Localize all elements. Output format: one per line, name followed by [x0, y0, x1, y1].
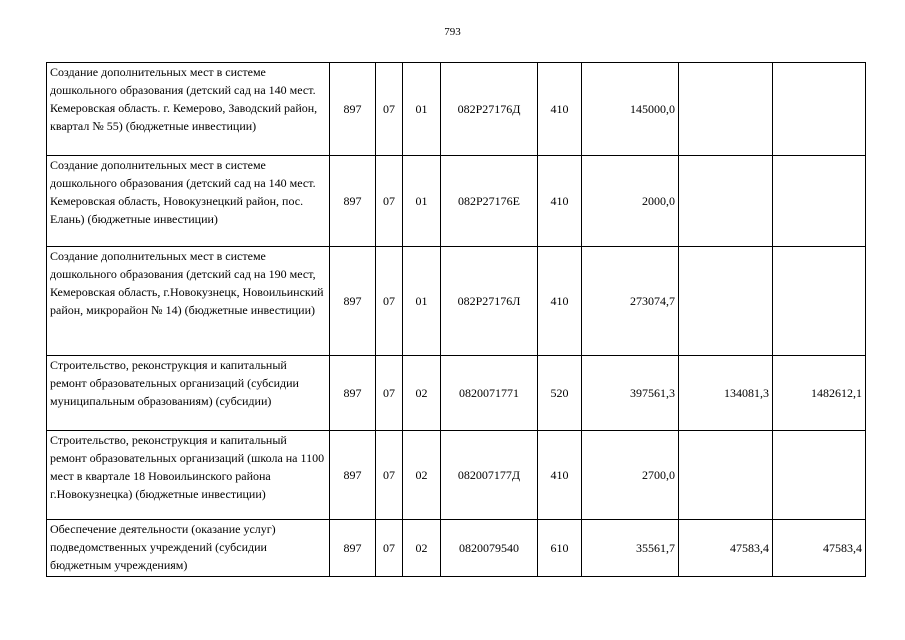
- section-code: 07: [376, 247, 403, 356]
- amount-year-3: [773, 431, 866, 520]
- table-row: [47, 63, 866, 156]
- ministry-code: 897: [330, 356, 376, 431]
- subsection-code: 01: [403, 63, 441, 156]
- target-article-code: 082007177Д: [441, 431, 538, 520]
- ministry-code: 897: [330, 431, 376, 520]
- subsection-code: 01: [403, 247, 441, 356]
- budget-table: [46, 62, 866, 577]
- amount-year-3: 1482612,1: [773, 356, 866, 431]
- table-row: [47, 431, 866, 520]
- row-description: Строительство, реконструкция и капитальный ремонт образовательных организаций (субсидии муниципальным образованиям) (субсидии): [47, 356, 330, 431]
- amount-year-2: [679, 247, 773, 356]
- ministry-code: 897: [330, 156, 376, 247]
- subsection-code: 02: [403, 431, 441, 520]
- expense-type-code: 410: [538, 247, 582, 356]
- row-description: Строительство, реконструкция и капитальный ремонт образовательных организаций (школа на 1100 мест в квартале 18 Новоильинского района г.Новокузнецка) (бюджетные инвестиции): [47, 431, 330, 520]
- table-row: [47, 247, 866, 356]
- amount-year-2: 47583,4: [679, 520, 773, 577]
- amount-year-3: [773, 156, 866, 247]
- ministry-code: 897: [330, 63, 376, 156]
- row-description: Создание дополнительных мест в системе дошкольного образования (детский сад на 190 мест, Кемеровская область, г.Новокузнецк, Новоильинский район, микрорайон № 14) (бюджетные инвестиции): [47, 247, 330, 356]
- table-row: [47, 520, 866, 577]
- amount-year-3: [773, 63, 866, 156]
- row-description: Создание дополнительных мест в системе дошкольного образования (детский сад на 140 мест. Кемеровская область, Новокузнецкий район, пос. Елань) (бюджетные инвестиции): [47, 156, 330, 247]
- expense-type-code: 520: [538, 356, 582, 431]
- page-number: 793: [444, 26, 461, 38]
- ministry-code: 897: [330, 520, 376, 577]
- section-code: 07: [376, 431, 403, 520]
- expense-type-code: 410: [538, 63, 582, 156]
- amount-year-1: 145000,0: [582, 63, 679, 156]
- subsection-code: 02: [403, 520, 441, 577]
- target-article-code: 0820079540: [441, 520, 538, 577]
- ministry-code: 897: [330, 247, 376, 356]
- amount-year-2: [679, 156, 773, 247]
- amount-year-1: 2700,0: [582, 431, 679, 520]
- amount-year-2: 134081,3: [679, 356, 773, 431]
- amount-year-1: 2000,0: [582, 156, 679, 247]
- target-article-code: 082Р27176Е: [441, 156, 538, 247]
- section-code: 07: [376, 63, 403, 156]
- amount-year-3: [773, 247, 866, 356]
- amount-year-1: 397561,3: [582, 356, 679, 431]
- section-code: 07: [376, 156, 403, 247]
- section-code: 07: [376, 356, 403, 431]
- subsection-code: 02: [403, 356, 441, 431]
- expense-type-code: 610: [538, 520, 582, 577]
- expense-type-code: 410: [538, 156, 582, 247]
- expense-type-code: 410: [538, 431, 582, 520]
- target-article-code: 082Р27176Л: [441, 247, 538, 356]
- target-article-code: 082Р27176Д: [441, 63, 538, 156]
- section-code: 07: [376, 520, 403, 577]
- amount-year-1: 35561,7: [582, 520, 679, 577]
- amount-year-2: [679, 431, 773, 520]
- table-row: [47, 156, 866, 247]
- subsection-code: 01: [403, 156, 441, 247]
- amount-year-3: 47583,4: [773, 520, 866, 577]
- target-article-code: 0820071771: [441, 356, 538, 431]
- table-row: [47, 356, 866, 431]
- row-description: Обеспечение деятельности (оказание услуг) подведомственных учреждений (субсидии бюджетным учреждениям): [47, 520, 330, 577]
- amount-year-1: 273074,7: [582, 247, 679, 356]
- amount-year-2: [679, 63, 773, 156]
- row-description: Создание дополнительных мест в системе дошкольного образования (детский сад на 140 мест. Кемеровская область. г. Кемерово, Заводский район, квартал № 55) (бюджетные инвестиции): [47, 63, 330, 156]
